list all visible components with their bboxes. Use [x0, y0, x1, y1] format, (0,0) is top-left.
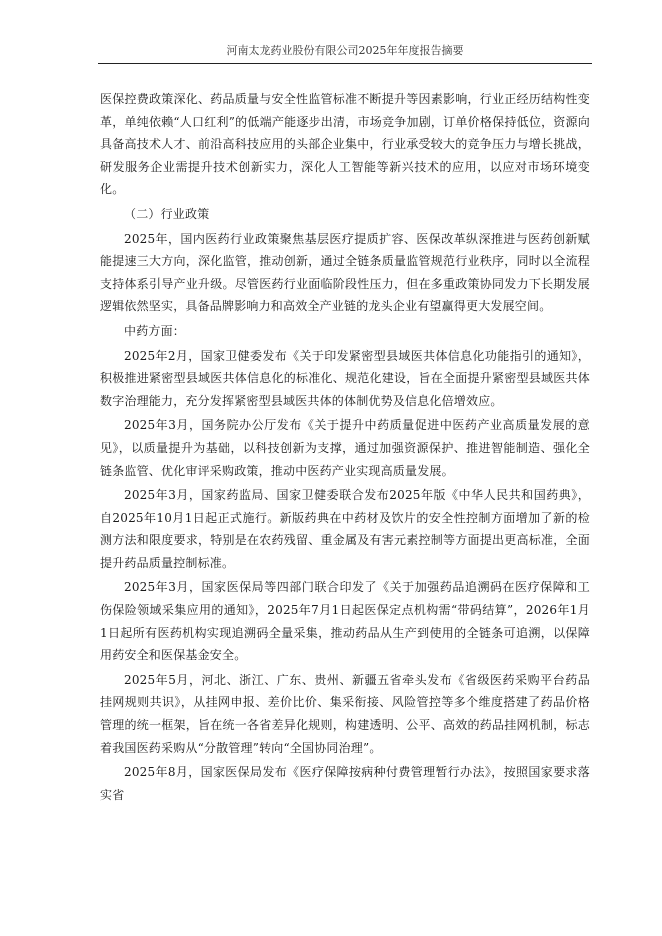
paragraph-policy-item: 2025年3月，国家药监局、国家卫健委联合发布2025年版《中华人民共和国药典》，自2025年10月1日起正式施行。新版药典在中药材及饮片的安全性控制方面增加了新的检测方法和限度要求，特别是在农药残留、重金属及有害元素控制等方面提出更高标准，全面提升药品质量控制标准。 — [100, 488, 590, 570]
paragraph-policy-item: 2025年5月，河北、浙江、广东、贵州、新疆五省牵头发布《省级医药采购平台药品挂网规则共识》，从挂网申报、差价比价、集采衔接、风险管控等多个维度搭建了药品价格管理的统一框架，旨在统一各省差异化规则，构建透明、公平、高效的药品挂网机制，标志着我国医药采购从“分散管理”转向“全国协同治理”。 — [100, 672, 590, 755]
paragraph-policy-item: 2025年3月，国家医保局等四部门联合印发了《关于加强药品追溯码在医疗保障和工伤保险领域采集应用的通知》，2025年7月1日起医保定点机构需“带码结算”，2026年1月1日起所有医药机构实现追溯码全量采集，推动药品从生产到使用的全链条可追溯，以保障用药安全和医保基金安全。 — [100, 580, 590, 663]
paragraph-continuation: 医保控费政策深化、药品质量与安全性监管标准不断提升等因素影响，行业正经历结构性变革，单纯依赖“人口红利”的低端产能逐步出清，市场竞争加剧，订单价格保持低位，资源向具备高技术人才、前沿高科技应用的头部企业集中，行业承受较大的竞争压力与增长挑战，研发服务企业需提升技术创新实力，深化人工智能等新兴技术的应用，以应对市场环境变化。 — [100, 92, 590, 197]
section-heading-industry-policy: （二）行业政策 — [124, 206, 210, 221]
subheading-tcm: 中药方面： — [124, 323, 186, 338]
header-divider — [98, 63, 592, 64]
document-body — [100, 88, 590, 808]
paragraph-policy-overview: 2025年，国内医药行业政策聚焦基层医疗提质扩容、医保改革纵深推进与医药创新赋能提速三大方向，深化监管，推动创新，通过全链条质量监管规范行业秩序，同时以全流程支持体系引导产业升级。尽管医药行业面临阶段性压力，但在多重政策协同发力下长期发展逻辑依然坚实，具备品牌影响力和高效全产业链的龙头企业有望赢得更大发展空间。 — [100, 231, 590, 314]
paragraph-policy-item: 2025年2月，国家卫健委发布《关于印发紧密型县域医共体信息化功能指引的通知》，积极推进紧密型县域医共体信息化的标准化、规范化建设，旨在全面提升紧密型县域医共体数字治理能力，充分发挥紧密型县域医共体的体制优势及信息化倍增效应。 — [100, 348, 590, 408]
page-header: 河南太龙药业股份有限公司2025年年度报告摘要 — [226, 44, 464, 57]
paragraph-policy-item: 2025年8月，国家医保局发布《医疗保障按病种付费管理暂行办法》，按照国家要求落实省 — [100, 765, 590, 802]
paragraph-policy-item: 2025年3月，国务院办公厅发布《关于提升中药质量促进中医药产业高质量发展的意见》，以质量提升为基础，以科技创新为支撑，通过加强资源保护、推进智能制造、强化全链条监管、优化审评采购政策，推动中医药产业实现高质量发展。 — [100, 418, 590, 478]
